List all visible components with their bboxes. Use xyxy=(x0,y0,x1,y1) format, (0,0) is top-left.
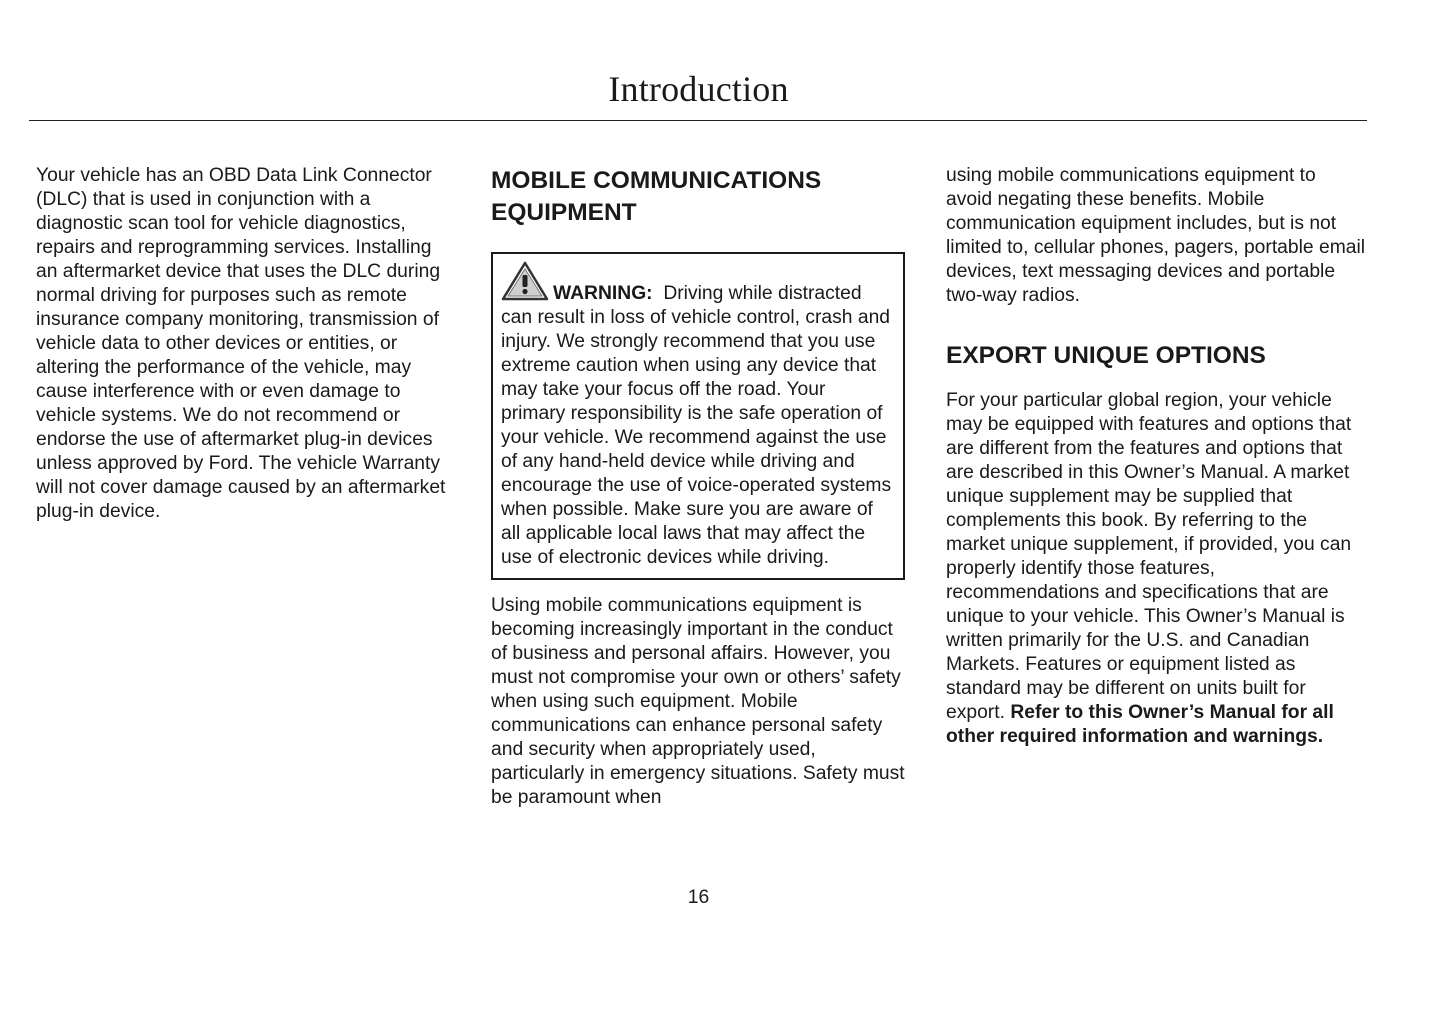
warning-text: Driving while distracted can result in loss of vehicle control, crash and injury. We strongly recommend that you use extreme caution when using any device that may take your focus off the road. Your primary responsibility is the safe operation of your vehicle. We recommend against the use of any hand-held device while driving and encourage the use of voice-operated systems when possible. Make sure you are aware of all applicable local laws that may affect the use of electronic devices while driving. xyxy=(501,283,892,568)
obd-paragraph: Your vehicle has an OBD Data Link Connector (DLC) that is used in conjunction with a diagnostic scan tool for vehicle diagnostics, repairs and reprogramming services. Installing an aftermarket device that uses the DLC during normal driving for purposes such as remote insurance company monitoring, transmission of vehicle data to other devices or entities, or altering the performance of the vehicle, may cause interference with or even damage to vehicle systems. We do not recommend or endorse the use of aftermarket plug-in devices unless approved by Ford. The vehicle Warranty will not cover damage caused by an aftermarket plug-in device. xyxy=(36,165,446,522)
page-title: Introduction xyxy=(608,69,789,109)
warning-box xyxy=(491,252,905,580)
column-left xyxy=(36,164,456,524)
export-options-paragraph xyxy=(946,389,1366,749)
mobile-communications-continued: using mobile communications equipment to avoid negating these benefits. Mobile communication equipment includes, but is not limited to, cellular phones, pagers, portable email devices, text messaging devices and portable two-way radios. xyxy=(946,165,1366,306)
export-options-bold-note: Refer to this Owner’s Manual for all other required information and warnings. xyxy=(946,702,1334,747)
column-right xyxy=(946,164,1366,749)
warning-label: WARNING: xyxy=(553,283,653,304)
export-options-text: For your particular global region, your vehicle may be equipped with features and options that are different from the features and options that are described in this Owner’s Manual. A market unique supplement may be supplied that complements this book. By referring to the market unique supplement, if provided, you can properly identify those features, recommendations and specifications that are unique to your vehicle. This Owner’s Manual is written primarily for the U.S. and Canadian Markets. Features or equipment listed as standard may be different on units built for export. xyxy=(946,390,1352,723)
mobile-communications-heading: MOBILE COMMUNICATIONS EQUIPMENT xyxy=(491,167,822,226)
page-number: 16 xyxy=(687,887,710,908)
title-divider xyxy=(29,120,1367,121)
column-middle xyxy=(491,164,911,810)
export-options-heading: EXPORT UNIQUE OPTIONS xyxy=(946,342,1266,369)
mobile-communications-paragraph: Using mobile communications equipment is becoming increasingly important in the conduct of business and personal affairs. However, you must not compromise your own or others’ safety when using such equipment. Mobile communications can enhance personal safety and security when appropriately used, particularly in emergency situations. Safety must be paramount when xyxy=(491,595,905,808)
warning-triangle-icon xyxy=(501,261,549,301)
